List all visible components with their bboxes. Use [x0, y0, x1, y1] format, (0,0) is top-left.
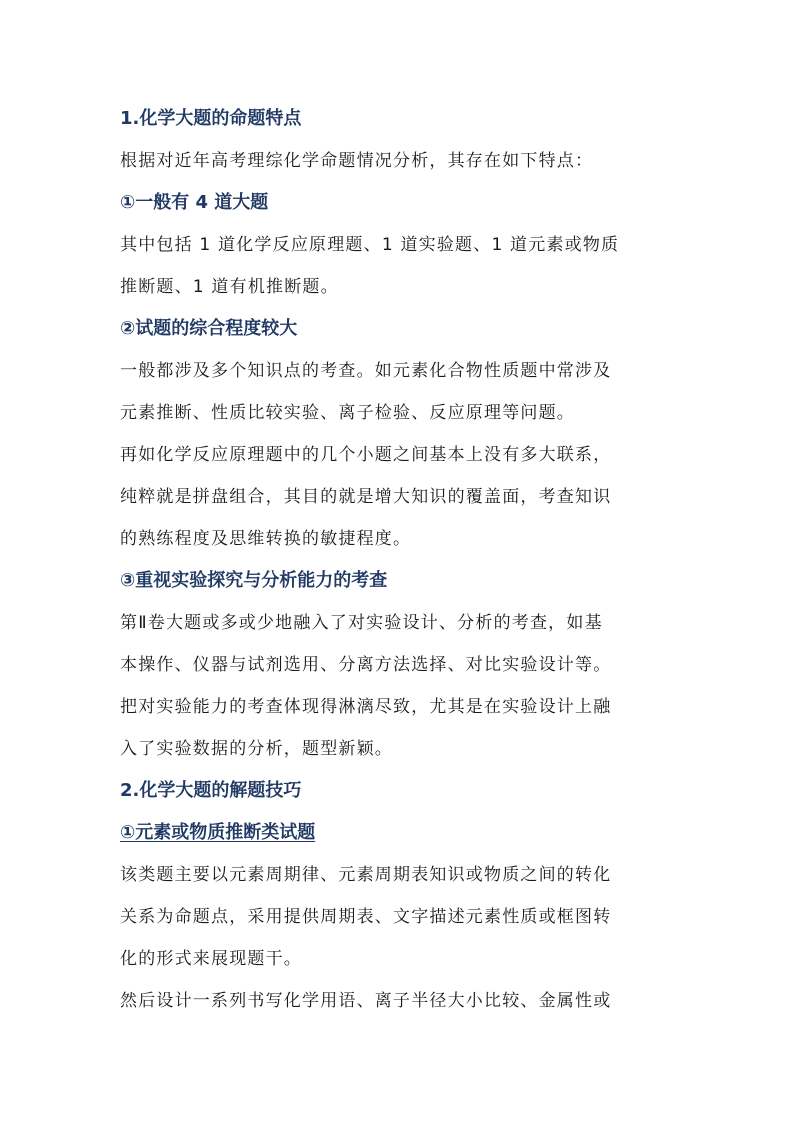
- paragraph-line: 然后设计一系列书写化学用语、离子半径大小比较、金属性或: [120, 991, 612, 1011]
- paragraph-line: 纯粹就是拼盘组合，其目的就是增大知识的覆盖面，考查知识: [120, 487, 612, 507]
- paragraph-line: 入了实验数据的分析，题型新颖。: [120, 739, 393, 759]
- subheading: ②试题的综合程度较大: [120, 318, 298, 339]
- paragraph-line: 化的形式来展现题干。: [120, 949, 302, 969]
- paragraph-line: 推断题、1 道有机推断题。: [120, 277, 339, 297]
- paragraph-line: 本操作、仪器与试剂选用、分离方法选择、对比实验设计等。: [120, 655, 612, 675]
- paragraph-line: 元素推断、性质比较实验、离子检验、反应原理等问题。: [120, 403, 575, 423]
- paragraph-line: 其中包括 1 道化学反应原理题、1 道实验题、1 道元素或物质: [120, 235, 620, 255]
- subheading: ①一般有 4 道大题: [120, 192, 269, 213]
- paragraph-line: 把对实验能力的考查体现得淋漓尽致，尤其是在实验设计上融: [120, 697, 612, 717]
- paragraph-line: 关系为命题点，采用提供周期表、文字描述元素性质或框图转: [120, 907, 612, 927]
- document-content: [120, 104, 710, 1028]
- paragraph-line: 第Ⅱ卷大题或多或少地融入了对实验设计、分析的考查，如基: [120, 613, 603, 633]
- subheading-underlined: ①元素或物质推断类试题: [120, 822, 316, 843]
- subheading: ③重视实验探究与分析能力的考查: [120, 570, 388, 591]
- paragraph-line: 该类题主要以元素周期律、元素周期表知识或物质之间的转化: [120, 865, 612, 885]
- paragraph-line: 的熟练程度及思维转换的敏捷程度。: [120, 529, 412, 549]
- section-heading: 1.化学大题的命题特点: [120, 108, 302, 129]
- paragraph-line: 再如化学反应原理题中的几个小题之间基本上没有多大联系，: [120, 445, 612, 465]
- section-heading: 2.化学大题的解题技巧: [120, 780, 302, 801]
- paragraph-line: 一般都涉及多个知识点的考查。如元素化合物性质题中常涉及: [120, 361, 612, 381]
- paragraph-line: 根据对近年高考理综化学命题情况分析，其存在如下特点：: [120, 151, 594, 171]
